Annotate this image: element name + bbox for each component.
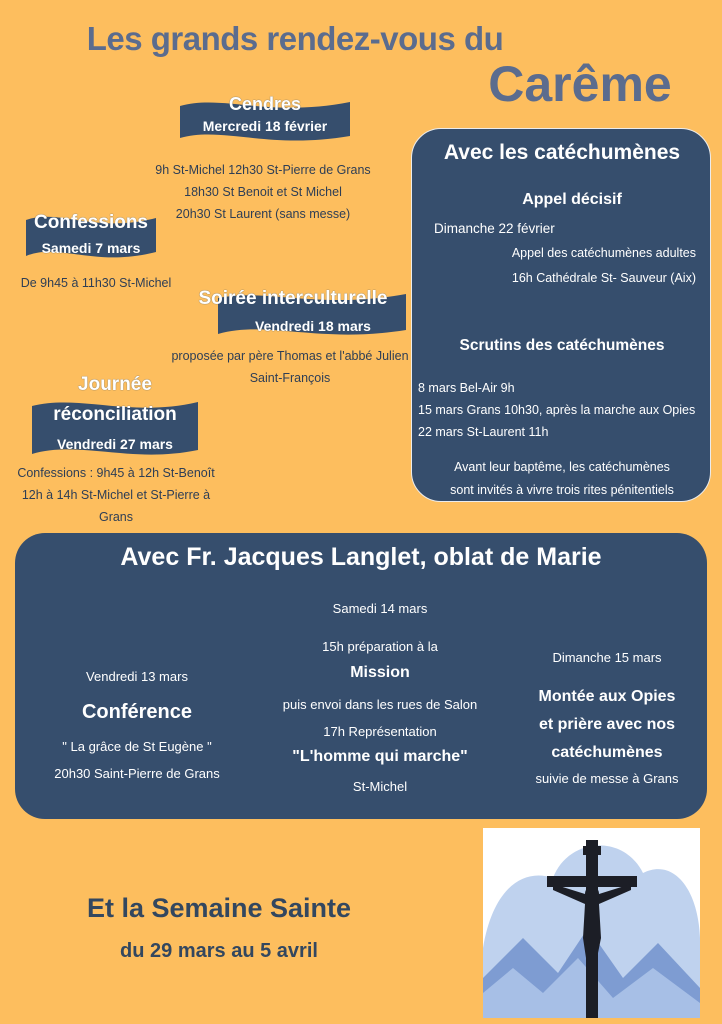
cendres-title: Cendres bbox=[228, 94, 302, 114]
cendres-date: Mercredi 18 février bbox=[202, 118, 328, 134]
opies-title-line: et prière avec nos bbox=[538, 716, 676, 733]
appel-title: Appel décisif bbox=[522, 191, 622, 208]
mission-title-2: "L'homme qui marche" bbox=[292, 748, 468, 765]
soiree-line: Saint-François bbox=[249, 371, 331, 385]
conference-line-1: " La grâce de St Eugène " bbox=[62, 739, 212, 754]
crucifix-icon bbox=[483, 828, 700, 1018]
mission-line-4: St-Michel bbox=[352, 779, 408, 794]
opies-title-line: catéchumènes bbox=[551, 744, 663, 761]
page-title-careme: Carême bbox=[488, 56, 672, 112]
mission-title: Mission bbox=[350, 664, 410, 681]
mission-line-3: 17h Représentation bbox=[323, 724, 437, 739]
cendres-line: 20h30 St Laurent (sans messe) bbox=[175, 207, 351, 221]
confessions-details: De 9h45 à 11h30 St-Michel bbox=[20, 276, 172, 290]
catechumenes-note bbox=[412, 456, 712, 502]
journee-banner bbox=[30, 372, 200, 460]
soiree-details bbox=[170, 345, 410, 389]
journee-date: Vendredi 27 mars bbox=[57, 436, 173, 452]
soiree-date: Vendredi 18 mars bbox=[255, 318, 371, 334]
opies-date: Dimanche 15 mars bbox=[552, 650, 662, 665]
conference-line-2: 20h30 Saint-Pierre de Grans bbox=[54, 766, 220, 781]
cendres-line: 9h St-Michel 12h30 St-Pierre de Grans bbox=[155, 163, 371, 177]
soiree-line: proposée par père Thomas et l'abbé Julien bbox=[171, 349, 409, 363]
catechumenes-heading: Avec les catéchumènes bbox=[443, 141, 681, 164]
cendres-line: 18h30 St Benoit et St Michel bbox=[184, 185, 342, 199]
opies-line-1: suivie de messe à Grans bbox=[535, 771, 679, 786]
jacques-panel bbox=[15, 533, 707, 819]
semaine-sainte-title: Et la Semaine Sainte bbox=[86, 893, 352, 923]
mission-line-2: puis envoi dans les rues de Salon bbox=[282, 697, 478, 712]
appel-date: Dimanche 22 février bbox=[434, 221, 555, 236]
appel-line-1: Appel des catéchumènes adultes bbox=[511, 246, 696, 260]
scrutins-title: Scrutins des catéchumènes bbox=[459, 337, 665, 354]
confessions-date: Samedi 7 mars bbox=[41, 240, 141, 256]
scrutins-line: 15 mars Grans 10h30, après la marche aux Opies bbox=[418, 403, 696, 417]
scrutins-line: 22 mars St-Laurent 11h bbox=[418, 425, 549, 439]
mission-line-1: 15h préparation à la bbox=[322, 639, 438, 654]
confessions-banner bbox=[24, 206, 158, 264]
cendres-details bbox=[140, 159, 386, 225]
note-line: sont invités à vivre trois rites pénitentiels bbox=[450, 483, 674, 497]
soiree-banner bbox=[178, 284, 408, 342]
jacques-heading: Avec Fr. Jacques Langlet, oblat de Marie bbox=[120, 543, 602, 571]
scrutins-list bbox=[418, 377, 695, 443]
journee-line: 12h à 14h St-Michel et St-Pierre à Grans bbox=[21, 488, 211, 524]
conference-title: Conférence bbox=[81, 701, 193, 723]
soiree-title: Soirée interculturelle bbox=[198, 288, 388, 309]
journee-line: Confessions : 9h45 à 12h St-Benoît bbox=[17, 466, 215, 480]
journee-title-1: Journée bbox=[78, 374, 152, 395]
opies-title bbox=[507, 683, 707, 767]
appel-line-2: 16h Cathédrale St- Sauveur (Aix) bbox=[511, 271, 696, 285]
scrutins-line: 8 mars Bel-Air 9h bbox=[418, 381, 515, 395]
confessions-title: Confessions bbox=[33, 212, 149, 233]
mission-date: Samedi 14 mars bbox=[332, 601, 428, 616]
journee-title-2: réconciliation bbox=[53, 404, 177, 425]
cendres-banner bbox=[178, 92, 352, 144]
page-title-line1: Les grands rendez-vous du bbox=[86, 20, 504, 57]
note-line: Avant leur baptême, les catéchumènes bbox=[454, 460, 670, 474]
semaine-sainte-dates: du 29 mars au 5 avril bbox=[120, 940, 318, 962]
opies-title-line: Montée aux Opies bbox=[538, 688, 676, 705]
catechumenes-panel bbox=[411, 128, 711, 502]
conference-date: Vendredi 13 mars bbox=[86, 669, 188, 684]
